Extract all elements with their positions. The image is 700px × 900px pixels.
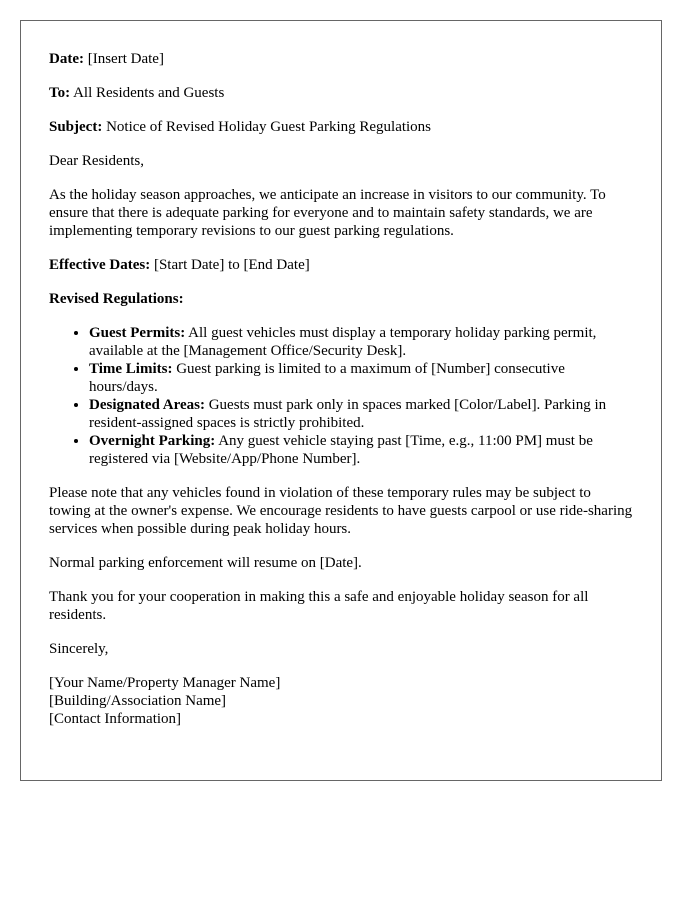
signature-contact: [Contact Information]: [49, 711, 182, 727]
effective-dates-value: [Start Date] to [End Date]: [153, 257, 310, 273]
signature-name: [Your Name/Property Manager Name]: [49, 675, 281, 691]
thanks-paragraph: Thank you for your cooperation in making this a safe and enjoyable holiday season for all residents.: [49, 589, 589, 623]
regulations-heading: [49, 290, 633, 308]
list-item-term: Overnight Parking:: [89, 433, 216, 449]
resume-paragraph: Normal parking enforcement will resume on [Date].: [49, 555, 362, 571]
list-item-text: Guests must park only in spaces marked [Color/Label]. Parking in resident-assigned spaces is strictly prohibited.: [89, 397, 607, 431]
regulations-heading-text: Revised Regulations:: [49, 291, 184, 307]
intro-paragraph: As the holiday season approaches, we anticipate an increase in visitors to our community. To ensure that there is adequate parking for everyone and to maintain safety standards, we are implementing temporary revisions to our guest parking regulations.: [49, 187, 606, 239]
letter-document: [20, 20, 662, 781]
effective-dates-label: Effective Dates:: [49, 257, 151, 273]
list-item-guest-permits: [89, 324, 633, 360]
effective-dates-line: [49, 256, 633, 274]
to-label: To:: [49, 85, 71, 101]
list-item-time-limits: [89, 360, 633, 396]
violation-paragraph: Please note that any vehicles found in violation of these temporary rules may be subject to towing at the owner's expense. We encourage residents to have guests carpool or use ride-sharing services when possible during peak holiday hours.: [49, 485, 633, 537]
list-item-designated-areas: [89, 396, 633, 432]
signature-block: [49, 674, 633, 728]
list-item-overnight-parking: [89, 432, 633, 468]
regulations-list: [49, 324, 633, 468]
list-item-term: Time Limits:: [89, 361, 173, 377]
date-label: Date:: [49, 51, 84, 67]
subject-line: [49, 118, 633, 136]
to-value: All Residents and Guests: [73, 85, 225, 101]
list-item-text: Any guest vehicle staying past [Time, e.g., 11:00 PM] must be registered via [Website/App/Phone Number].: [89, 433, 593, 467]
subject-label: Subject:: [49, 119, 103, 135]
list-item-term: Designated Areas:: [89, 397, 205, 413]
list-item-text: All guest vehicles must display a temporary holiday parking permit, available at the [Management Office/Security Desk].: [89, 325, 597, 359]
list-item-term: Guest Permits:: [89, 325, 186, 341]
greeting: Dear Residents,: [49, 153, 144, 169]
date-line: [49, 50, 633, 68]
list-item-text: Guest parking is limited to a maximum of [Number] consecutive hours/days.: [89, 361, 565, 395]
to-line: [49, 84, 633, 102]
signature-organization: [Building/Association Name]: [49, 693, 227, 709]
subject-value: Notice of Revised Holiday Guest Parking Regulations: [106, 119, 432, 135]
date-value: [Insert Date]: [87, 51, 164, 67]
closing: Sincerely,: [49, 641, 109, 657]
